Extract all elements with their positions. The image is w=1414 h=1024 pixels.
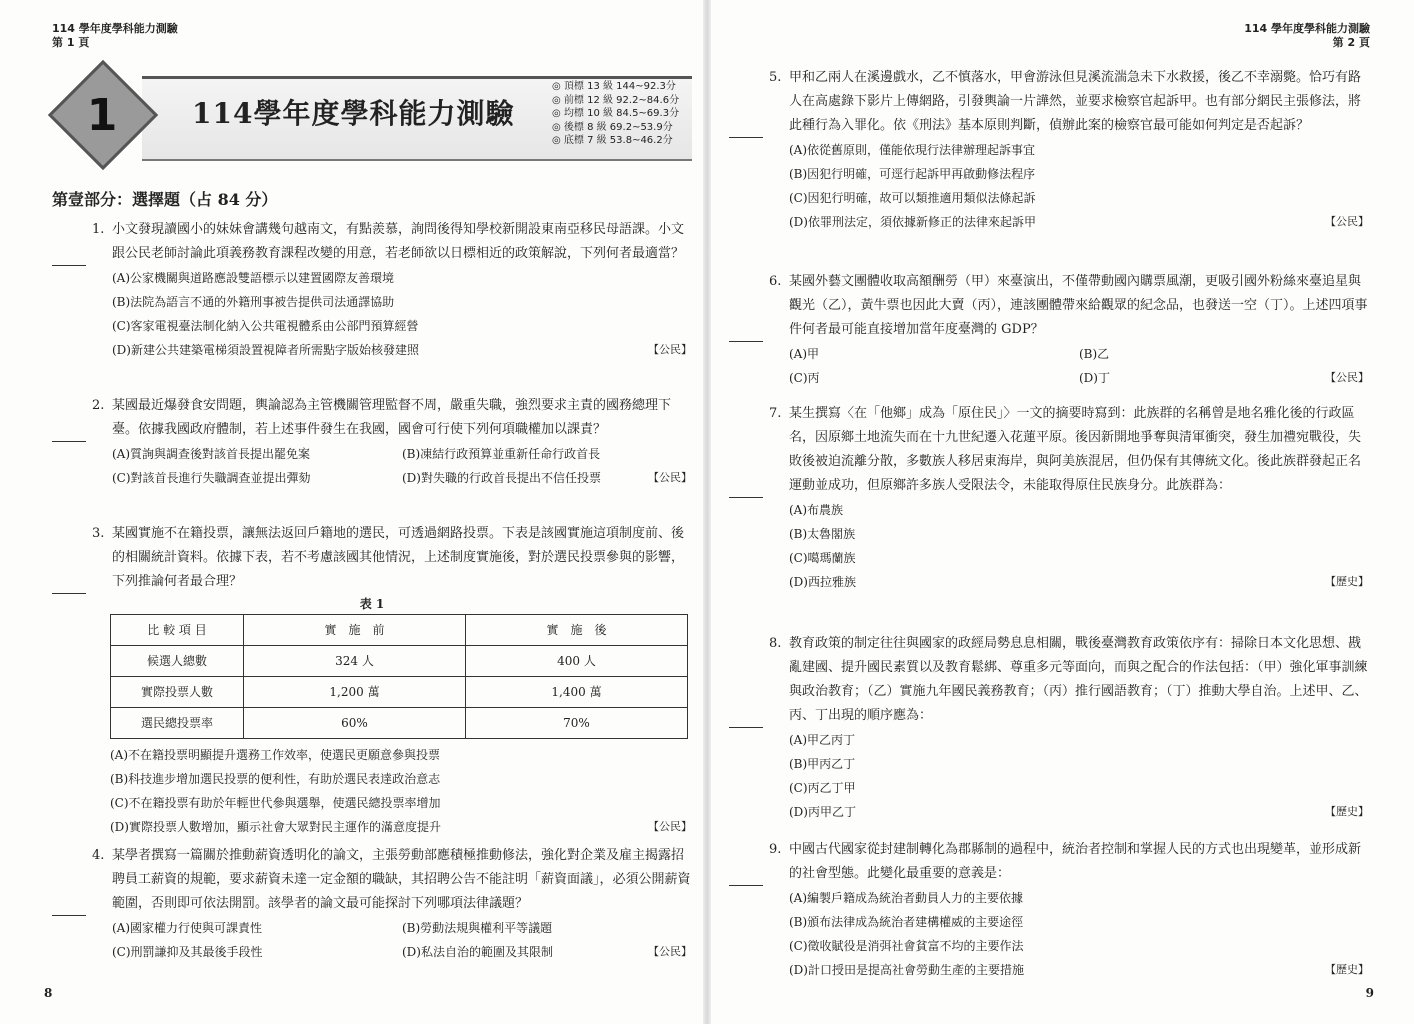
table-caption: 表 1 <box>359 597 385 611</box>
subject-tag: 【公民】 <box>648 820 692 833</box>
table-cell: 實際投票人數 <box>111 677 244 708</box>
answer-blank[interactable] <box>729 270 763 342</box>
option-c: (C)丙 <box>789 371 820 385</box>
question-number: 7. <box>769 406 782 421</box>
option-b: (B)勞動法規與權利平等議題 <box>402 921 553 935</box>
table-cell: 70% <box>466 708 688 739</box>
option-c: (C)客家電視臺法制化納入公共電視體系由公部門預算經營 <box>112 319 419 333</box>
option-d: (D)丙甲乙丁 <box>789 805 856 819</box>
question-3 <box>52 522 692 839</box>
subject-tag: 【公民】 <box>648 945 692 958</box>
answer-blank[interactable] <box>52 218 86 266</box>
option-a: (A)質詢與調查後對該首長提出罷免案 <box>112 447 311 461</box>
answer-blank[interactable] <box>52 522 86 594</box>
option-d: (D)丁 <box>1079 371 1110 385</box>
table-row <box>111 708 688 739</box>
answer-blank[interactable] <box>729 632 763 728</box>
subject-tag: 【歷史】 <box>1325 963 1369 976</box>
question-number: 8. <box>769 636 782 651</box>
table-cell: 選民總投票率 <box>111 708 244 739</box>
score-band: ◎ 底標 7 級 53.8~46.2分 <box>552 134 679 148</box>
table-cell: 1,400 萬 <box>466 677 688 708</box>
score-band: ◎ 頂標 13 級 144~92.3分 <box>552 80 679 94</box>
subject-tag: 【公民】 <box>1325 215 1369 228</box>
subject-tag: 【公民】 <box>648 471 692 484</box>
question-stem: 某國外藝文團體收取高額酬勞（甲）來臺演出，不僅帶動國內購票風潮，更吸引國外粉絲來臺追星與觀光（乙），黃牛票也因此大賣（丙），連該團體帶來給觀眾的紀念品，也發送一空（丁）。上述四項事件何者最可能直接增加當年度臺灣的 GDP？ <box>789 274 1368 337</box>
question-1 <box>52 218 692 362</box>
question-stem: 甲和乙兩人在溪邊戲水，乙不慎落水，甲會游泳但見溪流湍急未下水救援，後乙不幸溺斃。恰巧有路人在高處錄下影片上傳網路，引發輿論一片譁然，並要求檢察官起訴甲。也有部分網民主張修法，將此種行為入罪化。依《刑法》基本原則判斷，偵辦此案的檢察官最可能如何判定是否起訴？ <box>789 70 1362 133</box>
stats-table <box>110 614 688 739</box>
score-band: ◎ 後標 8 級 69.2~53.9分 <box>552 121 679 135</box>
question-8 <box>729 632 1369 824</box>
table-cell: 60% <box>244 708 466 739</box>
right-header <box>1244 22 1370 50</box>
section-title: 第壹部分：選擇題（占 84 分） <box>52 190 278 209</box>
question-stem: 小文發現讀國小的妹妹會講幾句越南文，有點羨慕，詢問後得知學校新開設東南亞移民母語課。小文跟公民老師討論此項義務教育課程改變的用意，若老師欲以日標相近的政策解說，下列何者最適當？ <box>112 222 685 261</box>
table-header-row <box>111 615 688 646</box>
left-header-title: 114 學年度學科能力測驗 <box>52 22 178 35</box>
right-page <box>707 0 1414 1024</box>
option-b: (B)乙 <box>1079 347 1110 361</box>
question-stem: 某國最近爆發食安問題，輿論認為主管機關管理監督不周，嚴重失職，強烈要求主責的國務總理下臺。依據我國政府體制，若上述事件發生在我國，國會可行使下列何項職權加以課責？ <box>112 398 672 437</box>
table-header: 實 施 前 <box>244 615 466 646</box>
option-b: (B)太魯閣族 <box>789 527 856 541</box>
question-stem: 某國實施不在籍投票，讓無法返回戶籍地的選民，可透過網路投票。下表是該國實施這項制度前、後的相關統計資料。依據下表，若不考慮該國其他情況，上述制度實施後，對於選民投票參與的影響，下列推論何者最合理？ <box>112 526 685 589</box>
answer-blank[interactable] <box>729 838 763 886</box>
subject-tag: 【公民】 <box>648 343 692 356</box>
option-c: (C)丙乙丁甲 <box>789 781 856 795</box>
question-2 <box>52 394 692 490</box>
question-number: 1. <box>92 222 105 237</box>
banner-title: 114學年度學科能力測驗 <box>192 97 515 130</box>
question-4 <box>52 844 692 964</box>
left-page-number: 8 <box>44 986 53 1000</box>
right-page-number: 9 <box>1365 986 1374 1000</box>
option-c: (C)噶瑪蘭族 <box>789 551 856 565</box>
option-b: (B)頒布法律成為統治者建構權威的主要途徑 <box>789 915 1024 929</box>
answer-blank[interactable] <box>729 402 763 498</box>
right-header-title: 114 學年度學科能力測驗 <box>1244 22 1370 35</box>
answer-blank[interactable] <box>729 66 763 138</box>
option-d: (D)對失職的行政首長提出不信任投票 <box>402 471 601 485</box>
table-header: 比 較 項 目 <box>111 615 244 646</box>
answer-blank[interactable] <box>52 844 86 916</box>
option-a: (A)布農族 <box>789 503 844 517</box>
subject-tag: 【歷史】 <box>1325 805 1369 818</box>
option-c: (C)徵收賦役是消弭社會貧富不均的主要作法 <box>789 939 1024 953</box>
question-7 <box>729 402 1369 594</box>
right-header-page: 第 2 頁 <box>1332 36 1370 49</box>
score-band: ◎ 前標 12 級 92.2~84.6分 <box>552 94 679 108</box>
question-number: 3. <box>92 526 105 541</box>
question-number: 4. <box>92 848 105 863</box>
option-d: (D)西拉雅族 <box>789 575 856 589</box>
question-number: 6. <box>769 274 782 289</box>
table-header: 實 施 後 <box>466 615 688 646</box>
option-b: (B)法院為語言不通的外籍刑事被告提供司法通譯協助 <box>112 295 395 309</box>
option-c: (C)刑罰謙抑及其最後手段性 <box>112 945 263 959</box>
option-d: (D)新建公共建築電梯須設置視障者所需點字版始核發建照 <box>112 343 419 357</box>
option-d: (D)依罪刑法定，須依據新修正的法律來起訴甲 <box>789 215 1036 229</box>
question-number: 2. <box>92 398 105 413</box>
table-cell: 候選人總數 <box>111 646 244 677</box>
table-cell: 1,200 萬 <box>244 677 466 708</box>
question-stem: 教育政策的制定往往與國家的政經局勢息息相關，戰後臺灣教育政策依序有：掃除日本文化思想、戡亂建國、提升國民素質以及教育鬆綁、尊重多元等面向，而與之配合的作法包括：（甲）強化軍事訓練與政治教育；（乙）實施九年國民義務教育；（丙）推行國語教育；（丁）推動大學自治。上述甲、乙、丙、丁出現的順序應為： <box>789 636 1368 723</box>
question-6 <box>729 270 1369 390</box>
option-b: (B)因犯行明確，可逕行起訴甲再啟動修法程序 <box>789 167 1036 181</box>
table-cell: 400 人 <box>466 646 688 677</box>
option-c: (C)不在籍投票有助於年輕世代參與選舉，使選民總投票率增加 <box>110 796 441 810</box>
answer-blank[interactable] <box>52 394 86 442</box>
left-header <box>52 22 178 50</box>
option-d: (D)實際投票人數增加，顯示社會大眾對民主運作的滿意度提升 <box>110 820 441 834</box>
option-c: (C)對該首長進行失職調查並提出彈劾 <box>112 471 311 485</box>
question-stem: 某生撰寫〈在「他鄉」成為「原住民」〉一文的摘要時寫到：此族群的名稱曾是地名雅化後的行政區名，因原鄉土地流失而在十九世紀遷入花蓮平原。後因新開地爭奪與清軍衝突，發生加禮宛戰役，失敗後被迫流離分散，多數族人移居東海岸，與阿美族混居，但仍保有其傳統文化。後此族群發起正名運動並成功，但原鄉許多族人受限法令，未能取得原住民族身分。此族群為： <box>789 406 1362 493</box>
score-band: ◎ 均標 10 級 84.5~69.3分 <box>552 107 679 121</box>
option-b: (B)甲丙乙丁 <box>789 757 856 771</box>
option-a: (A)甲 <box>789 347 820 361</box>
table-row <box>111 677 688 708</box>
option-a: (A)國家權力行使與可課責性 <box>112 921 263 935</box>
score-bands <box>552 80 679 148</box>
option-a: (A)公家機關與道路應設雙語標示以建置國際友善環境 <box>112 271 395 285</box>
option-c: (C)因犯行明確，故可以類推適用類似法條起訴 <box>789 191 1036 205</box>
question-5 <box>729 66 1369 234</box>
question-stem: 某學者撰寫一篇關於推動薪資透明化的論文，主張勞動部應積極推動修法，強化對企業及雇主揭露招聘員工薪資的規範，要求薪資未達一定金額的職缺，其招聘公告不能註明「薪資面議」，必須公開薪資範圍，否則即可依法開罰。該學者的論文最可能探討下列哪項法律議題？ <box>112 848 691 911</box>
question-9 <box>729 838 1369 982</box>
table-row <box>111 646 688 677</box>
option-b: (B)凍結行政預算並重新任命行政首長 <box>402 447 601 461</box>
question-number: 9. <box>769 842 782 857</box>
question-number: 5. <box>769 70 782 85</box>
option-a: (A)甲乙丙丁 <box>789 733 856 747</box>
table-cell: 324 人 <box>244 646 466 677</box>
chapter-banner <box>52 66 692 166</box>
option-a: (A)不在籍投票明顯提升選務工作效率，使選民更願意參與投票 <box>110 748 441 762</box>
subject-tag: 【公民】 <box>1325 371 1369 384</box>
option-a: (A)編製戶籍成為統治者動員人力的主要依據 <box>789 891 1024 905</box>
question-stem: 中國古代國家從封建制轉化為郡縣制的過程中，統治者控制和掌握人民的方式也出現變革，並形成新的社會型態。此變化最重要的意義是： <box>789 842 1362 881</box>
chapter-number: 1 <box>86 90 118 141</box>
option-d: (D)計口授田是提高社會勞動生產的主要措施 <box>789 963 1024 977</box>
left-header-page: 第 1 頁 <box>52 36 90 49</box>
option-b: (B)科技進步增加選民投票的便利性，有助於選民表達政治意志 <box>110 772 441 786</box>
option-a: (A)依從舊原則，僅能依現行法律辦理起訴事宜 <box>789 143 1036 157</box>
option-d: (D)私法自治的範圍及其限制 <box>402 945 553 959</box>
subject-tag: 【歷史】 <box>1325 575 1369 588</box>
